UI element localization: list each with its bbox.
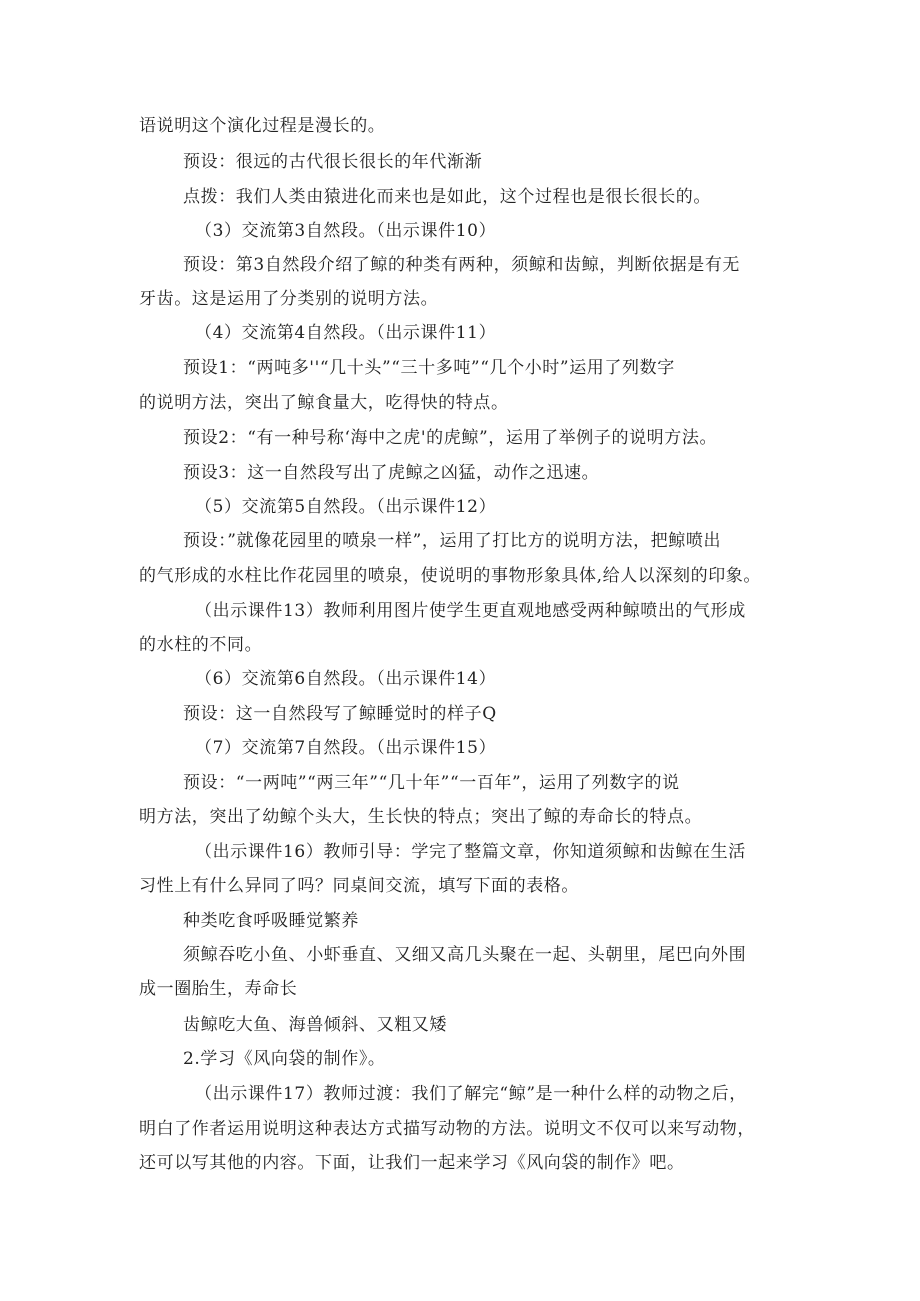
text-line: 牙齿。这是运用了分类别的说明方法。 (139, 289, 439, 309)
text-line: （6）交流第6自然段。（出示课件14） (195, 669, 497, 689)
text-line: 预设3：这一自然段写出了虎鲸之凶猛，动作之迅速。 (183, 463, 600, 483)
text-line: 预设：这一自然段写了鲸睡觉时的样子Q (183, 704, 497, 724)
text-line: 预设：“一两吨”“两三年”“几十年”“一百年”，运用了列数字的说 (183, 773, 680, 793)
text-line: （出示课件13）教师利用图片使学生更直观地感受两种鲸喷出的气形成 (195, 601, 746, 621)
text-line: 须鲸吞吃小鱼、小虾垂直、又细又高几头聚在一起、头朝里，尾巴向外围 (183, 945, 747, 965)
text-line: 预设1：“两吨多''“几十头”“三十多吨”“几个小时”运用了列数字 (183, 358, 675, 378)
text-line: 明方法，突出了幼鲸个头大，生长快的特点；突出了鲸的寿命长的特点。 (139, 807, 703, 827)
text-line: 的水柱的不同。 (139, 635, 263, 655)
text-line: 成一圈胎生，寿命长 (139, 979, 298, 999)
text-line: 的气形成的水柱比作花园里的喷泉，使说明的事物形象具体,给人以深刻的印象。 (139, 566, 762, 586)
text-line: 预设：第3自然段介绍了鲸的种类有两种，须鲸和齿鲸，判断依据是有无 (183, 255, 741, 275)
text-line: 还可以写其他的内容。下面，让我们一起来学习《风向袋的制作》吧。 (139, 1153, 685, 1173)
text-line: 预设2：“有一种号称‘海中之虎'的虎鲸”，运用了举例子的说明方法。 (183, 428, 718, 448)
text-line: （出示课件16）教师引导：学完了整篇文章，你知道须鲸和齿鲸在生活 (195, 842, 746, 862)
text-line: （7）交流第7自然段。（出示课件15） (195, 738, 497, 758)
text-line: （3）交流第3自然段。（出示课件10） (195, 221, 497, 241)
text-line: （出示课件17）教师过渡：我们了解完“鲸”是一种什么样的动物之后， (195, 1084, 747, 1104)
text-line: 习性上有什么异同了吗？同桌间交流，填写下面的表格。 (139, 876, 579, 896)
text-line: 齿鲸吃大鱼、海兽倾斜、又粗又矮 (183, 1015, 447, 1035)
text-line: 预设：很远的古代很长很长的年代渐渐 (183, 152, 483, 172)
text-line: 预设：”就像花园里的喷泉一样”，运用了打比方的说明方法，把鲸喷出 (183, 531, 722, 551)
text-line: 种类吃食呼吸睡觉繁养 (183, 911, 359, 931)
text-line: 语说明这个演化过程是漫长的。 (139, 116, 386, 136)
text-line: 2.学习《风向袋的制作》。 (183, 1049, 386, 1069)
text-line: （4）交流第4自然段。（出示课件11） (195, 323, 497, 343)
text-line: （5）交流第5自然段。（出示课件12） (195, 497, 497, 517)
text-line: 点拨：我们人类由猿进化而来也是如此，这个过程也是很长很长的。 (183, 187, 711, 207)
text-line: 的说明方法，突出了鲸食量大，吃得快的特点。 (139, 393, 509, 413)
text-line: 明白了作者运用说明这种表达方式描写动物的方法。说明文不仅可以来写动物， (139, 1119, 755, 1139)
